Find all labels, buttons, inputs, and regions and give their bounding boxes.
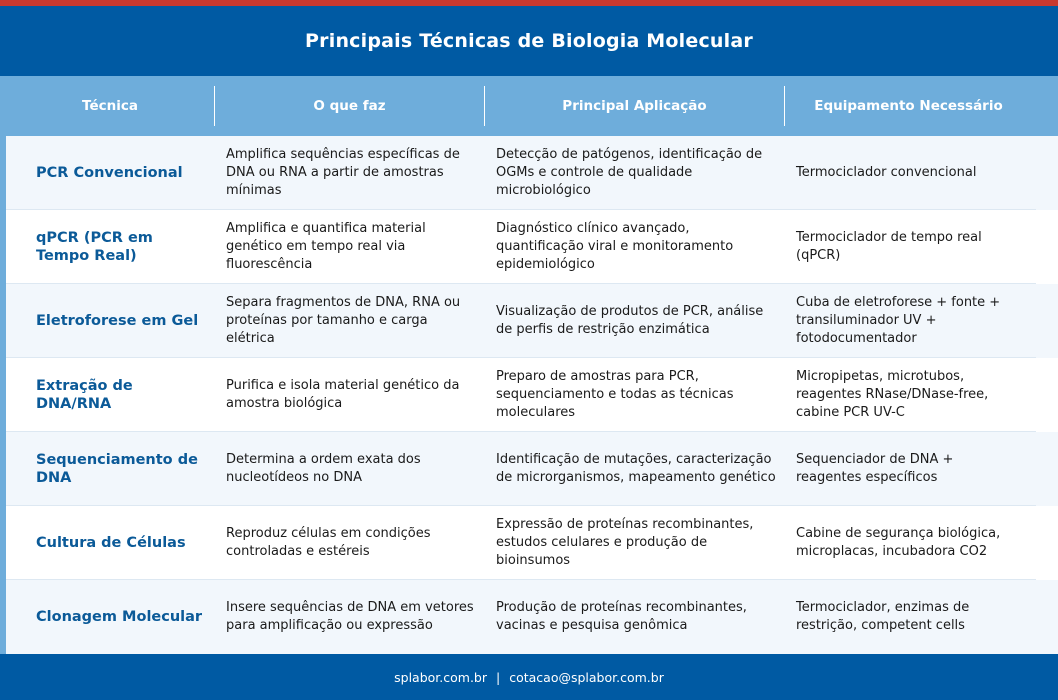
table-row [6, 506, 1058, 580]
technique-application: Diagnóstico clínico avançado, quantificação viral e monitoramento epidemiológico [496, 221, 734, 272]
table-body [6, 136, 1058, 654]
table-row [6, 432, 1058, 506]
technique-name: Clonagem Molecular [36, 609, 203, 625]
technique-name: Cultura de Células [36, 535, 186, 551]
header-what: O que faz [313, 98, 386, 114]
table-row [6, 210, 1058, 284]
table-row [6, 136, 1058, 210]
technique-equipment: Cabine de segurança biológica, microplacas, incubadora CO2 [796, 526, 1001, 559]
table-header [0, 76, 1058, 136]
title-bar [0, 6, 1058, 76]
technique-equipment: Termociclador, enzimas de restrição, competent cells [796, 600, 970, 633]
technique-application: Visualização de produtos de PCR, análise de perfis de restrição enzimática [496, 304, 764, 337]
table-row [6, 358, 1058, 432]
technique-application: Identificação de mutações, caracterização de microrganismos, mapeamento genético [496, 452, 776, 485]
technique-description: Amplifica e quantifica material genético em tempo real via fluorescência [226, 221, 426, 272]
technique-description: Separa fragmentos de DNA, RNA ou proteínas por tamanho e carga elétrica [226, 295, 461, 346]
technique-description: Insere sequências de DNA em vetores para amplificação ou expressão [226, 600, 474, 633]
technique-description: Amplifica sequências específicas de DNA ou RNA a partir de amostras mínimas [226, 147, 460, 198]
technique-name: qPCR (PCR em Tempo Real) [36, 230, 153, 264]
technique-equipment: Sequenciador de DNA + reagentes específicos [796, 452, 954, 485]
footer [0, 654, 1058, 700]
footer-separator: | [496, 669, 501, 685]
table-row [6, 580, 1058, 654]
technique-equipment: Termociclador convencional [796, 165, 977, 180]
technique-name: PCR Convencional [36, 165, 183, 181]
header-equipment: Equipamento Necessário [814, 98, 1003, 114]
page-title: Principais Técnicas de Biologia Molecular [305, 30, 753, 52]
technique-name: Extração de DNA/RNA [36, 378, 133, 412]
table-row [6, 284, 1058, 358]
technique-description: Reproduz células em condições controladas e estéreis [226, 526, 431, 559]
technique-description: Determina a ordem exata dos nucleotídeos no DNA [226, 452, 421, 485]
header-technique: Técnica [82, 98, 138, 114]
footer-website-link[interactable]: splabor.com.br [394, 669, 487, 685]
technique-application: Expressão de proteínas recombinantes, estudos celulares e produção de bioinsumos [496, 517, 754, 568]
technique-name: Sequenciamento de DNA [36, 452, 198, 486]
technique-equipment: Termociclador de tempo real (qPCR) [796, 230, 982, 263]
technique-application: Detecção de patógenos, identificação de OGMs e controle de qualidade microbiológico [496, 147, 763, 198]
technique-equipment: Cuba de eletroforese + fonte + transiluminador UV + fotodocumentador [796, 295, 1001, 346]
technique-application: Produção de proteínas recombinantes, vacinas e pesquisa genômica [496, 600, 747, 633]
technique-application: Preparo de amostras para PCR, sequenciamento e todas as técnicas moleculares [496, 369, 734, 420]
footer-email-link[interactable]: cotacao@splabor.com.br [509, 669, 664, 685]
technique-name: Eletroforese em Gel [36, 313, 199, 329]
technique-equipment: Micropipetas, microtubos, reagentes RNase/DNase-free, cabine PCR UV-C [796, 369, 989, 420]
header-application: Principal Aplicação [562, 98, 707, 114]
technique-description: Purifica e isola material genético da amostra biológica [226, 378, 460, 411]
